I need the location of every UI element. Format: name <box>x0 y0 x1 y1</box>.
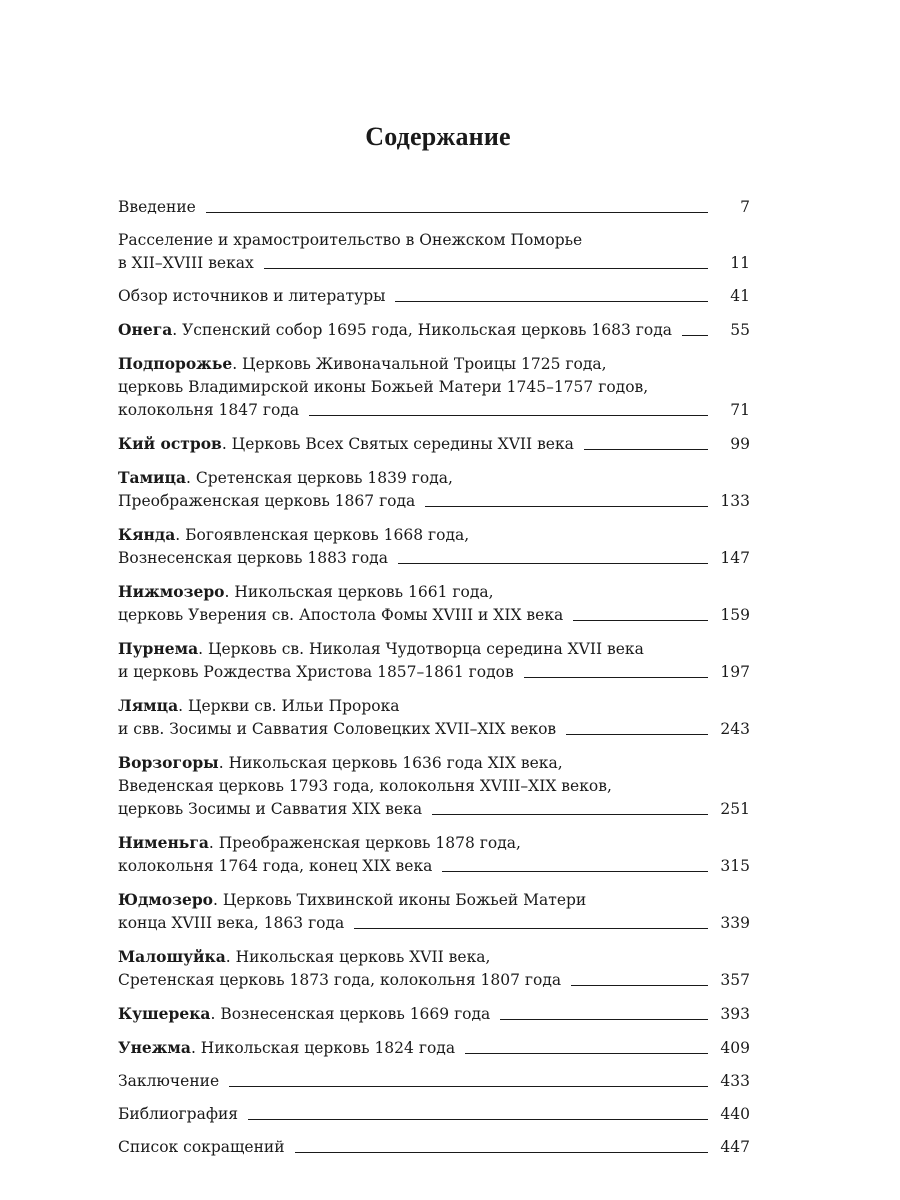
toc-entry-place: Кий остров <box>118 434 222 453</box>
toc-entry-last-line <box>118 798 750 821</box>
toc-page-number: 7 <box>740 198 750 216</box>
toc-entry-line-text: . Церковь Всех Святых середины XVII века <box>221 435 574 453</box>
toc-entry-line <box>118 352 750 376</box>
toc-entry-line-text: конца XVIII века, 1863 года <box>118 914 345 932</box>
toc-entry-text <box>118 583 494 601</box>
toc-page-number: 147 <box>720 549 750 567</box>
toc-entry-place: Юдмозеро <box>118 890 214 909</box>
toc-entry <box>118 888 750 935</box>
toc-entry-line <box>118 376 750 399</box>
toc-entry-place: Кушерека <box>118 1004 211 1023</box>
toc-entry-place: Онега <box>118 320 173 339</box>
toc-entry <box>118 694 750 741</box>
toc-leader-line <box>206 212 708 213</box>
toc-page-number: 133 <box>720 492 750 510</box>
toc-entry-line-text: . Церковь Тихвинской иконы Божьей Матери <box>213 891 587 909</box>
toc-page-number: 197 <box>720 663 750 681</box>
toc-entry-place: Нижмозеро <box>118 582 225 601</box>
toc-entry-line-text: церковь Владимирской иконы Божьей Матери 1745–1757 годов, <box>118 378 649 396</box>
toc-entry <box>118 523 750 570</box>
toc-entry-line-text: . Никольская церковь 1661 года, <box>224 583 494 601</box>
toc-entry-line-text: Введение <box>118 198 196 216</box>
toc-page-number: 41 <box>730 287 750 305</box>
toc-entry-last-line <box>118 661 750 684</box>
toc-page-number: 409 <box>720 1039 750 1057</box>
toc-entry-place: Унежма <box>118 1038 191 1057</box>
toc-entry-line-text: Заключение <box>118 1072 220 1090</box>
toc-entry-last-line <box>118 318 750 342</box>
toc-entry <box>118 1070 750 1093</box>
toc-entry-text <box>118 891 586 909</box>
toc-entry-line-text: церковь Уверения св. Апостола Фомы XVIII и XIX века <box>118 606 564 624</box>
toc-page-number: 339 <box>720 914 750 932</box>
toc-leader-line <box>309 415 708 416</box>
toc-entry-line-text: Вознесенская церковь 1883 года <box>118 549 388 567</box>
toc-entry-line-text: в XII–XVIII веках <box>118 254 254 272</box>
toc-leader-line <box>566 734 708 735</box>
toc-leader-line <box>442 871 708 872</box>
toc-entry-text <box>118 798 422 821</box>
toc-entry-last-line <box>118 855 750 878</box>
toc-entry <box>118 637 750 684</box>
toc-entry <box>118 318 750 342</box>
toc-page-number: 357 <box>720 971 750 989</box>
toc-entry-text <box>118 697 400 715</box>
toc-entry <box>118 1103 750 1126</box>
toc-entry-last-line <box>118 399 750 422</box>
toc-leader-line <box>229 1086 708 1087</box>
toc-entry-last-line <box>118 547 750 570</box>
toc-entry-text <box>118 640 644 658</box>
toc-page-number: 440 <box>720 1105 750 1123</box>
toc-entry-line <box>118 580 750 604</box>
toc-entry-line-text: . Церковь св. Николая Чудотворца середина XVII века <box>198 640 644 658</box>
toc-entry-line <box>118 751 750 775</box>
table-of-contents <box>118 196 750 1169</box>
toc-entry-text <box>118 1136 285 1159</box>
toc-entry <box>118 1136 750 1159</box>
toc-leader-line <box>500 1019 708 1020</box>
toc-entry <box>118 466 750 513</box>
toc-entry-line-text: . Никольская церковь 1824 года <box>190 1039 456 1057</box>
toc-page-number: 71 <box>730 401 750 419</box>
toc-entry-line-text: . Преображенская церковь 1878 года, <box>208 834 521 852</box>
toc-entry-last-line <box>118 1136 750 1159</box>
toc-entry-place: Пурнема <box>118 639 199 658</box>
toc-entry-text <box>118 1103 238 1126</box>
toc-leader-line <box>354 928 708 929</box>
toc-entry-line-text: . Богоявленская церковь 1668 года, <box>175 526 470 544</box>
toc-entry-line-text: Расселение и храмостроительство в Онежском Поморье <box>118 231 583 249</box>
toc-entry-place: Малошуйка <box>118 947 226 966</box>
toc-entry-line-text: колокольня 1847 года <box>118 401 300 419</box>
toc-entry-line-text: колокольня 1764 года, конец XIX века <box>118 857 433 875</box>
toc-entry-text <box>118 196 196 219</box>
toc-entry-line-text: . Церкви св. Ильи Пророка <box>178 697 400 715</box>
toc-entry-line <box>118 831 750 855</box>
toc-page-number: 99 <box>730 435 750 453</box>
toc-entry-text <box>118 318 672 342</box>
toc-entry-last-line <box>118 196 750 219</box>
toc-entry-last-line <box>118 969 750 992</box>
toc-entry-line-text: . Никольская церковь 1636 года XIX века, <box>218 754 563 772</box>
toc-entry <box>118 831 750 878</box>
toc-page-number: 11 <box>730 254 750 272</box>
toc-entry-line <box>118 523 750 547</box>
toc-entry-text <box>118 432 574 456</box>
toc-entry-place: Ворзогоры <box>118 753 219 772</box>
toc-leader-line <box>295 1152 708 1153</box>
toc-entry-text <box>118 834 521 852</box>
toc-entry-text <box>118 969 561 992</box>
toc-leader-line <box>573 620 708 621</box>
toc-entry <box>118 196 750 219</box>
toc-entry-line-text: Обзор источников и литературы <box>118 287 386 305</box>
toc-entry-line-text: . Церковь Живоначальной Троицы 1725 года, <box>232 355 607 373</box>
toc-entry-line <box>118 888 750 912</box>
toc-entry-text <box>118 231 582 249</box>
toc-entry-line <box>118 694 750 718</box>
toc-entry-text <box>118 285 385 308</box>
toc-entry <box>118 1036 750 1060</box>
toc-leader-line <box>465 1053 708 1054</box>
toc-entry-line-text: Библиография <box>118 1105 239 1123</box>
toc-entry <box>118 229 750 275</box>
toc-entry-text <box>118 252 254 275</box>
toc-entry-last-line <box>118 604 750 627</box>
toc-entry-line-text: и свв. Зосимы и Савватия Соловецких XVII–XIX веков <box>118 720 557 738</box>
toc-leader-line <box>395 301 708 302</box>
toc-leader-line <box>425 506 708 507</box>
page-title: Содержание <box>365 122 511 151</box>
toc-entry-text <box>118 399 299 422</box>
toc-page-number: 243 <box>720 720 750 738</box>
toc-entry-last-line <box>118 1002 750 1026</box>
toc-entry <box>118 285 750 308</box>
toc-entry-line <box>118 775 750 798</box>
toc-entry-last-line <box>118 1103 750 1126</box>
toc-entry-last-line <box>118 912 750 935</box>
toc-leader-line <box>432 814 708 815</box>
toc-entry-text <box>118 661 514 684</box>
toc-entry-line-text: . Сретенская церковь 1839 года, <box>186 469 453 487</box>
toc-entry <box>118 352 750 422</box>
toc-page-number: 393 <box>720 1005 750 1023</box>
toc-entry-text <box>118 490 415 513</box>
toc-entry-line <box>118 466 750 490</box>
toc-page-number: 433 <box>720 1072 750 1090</box>
toc-leader-line <box>571 985 708 986</box>
toc-entry-last-line <box>118 285 750 308</box>
toc-entry-line <box>118 637 750 661</box>
toc-entry-last-line <box>118 432 750 456</box>
toc-page-number: 55 <box>730 321 750 339</box>
toc-entry-place: Нименьга <box>118 833 209 852</box>
toc-entry-line-text: Преображенская церковь 1867 года <box>118 492 416 510</box>
toc-entry-last-line <box>118 1070 750 1093</box>
toc-entry-place: Тамица <box>118 468 187 487</box>
toc-entry-text <box>118 378 648 396</box>
toc-entry-line-text: и церковь Рождества Христова 1857–1861 годов <box>118 663 514 681</box>
toc-leader-line <box>248 1119 708 1120</box>
toc-entry-line-text: Список сокращений <box>118 1138 285 1156</box>
toc-entry-last-line <box>118 1036 750 1060</box>
toc-entry-last-line <box>118 252 750 275</box>
toc-page-number: 159 <box>720 606 750 624</box>
toc-entry-text <box>118 948 490 966</box>
toc-entry-line <box>118 229 750 252</box>
toc-entry <box>118 751 750 821</box>
toc-entry-line-text: Введенская церковь 1793 года, колокольня XVIII–XIX веков, <box>118 777 612 795</box>
toc-entry-text <box>118 355 607 373</box>
toc-page-number: 315 <box>720 857 750 875</box>
toc-entry-text <box>118 1070 219 1093</box>
toc-entry-place: Лямца <box>118 696 179 715</box>
toc-entry-text <box>118 526 469 544</box>
toc-entry-line-text: . Никольская церковь XVII века, <box>225 948 491 966</box>
toc-entry-text <box>118 912 344 935</box>
toc-entry <box>118 945 750 992</box>
toc-entry <box>118 432 750 456</box>
toc-entry-text <box>118 718 556 741</box>
toc-entry-line-text: Сретенская церковь 1873 года, колокольня 1807 года <box>118 971 562 989</box>
toc-entry-line-text: . Успенский собор 1695 года, Никольская церковь 1683 года <box>172 321 673 339</box>
toc-entry-place: Кянда <box>118 525 176 544</box>
toc-entry-text <box>118 1036 455 1060</box>
toc-page-number: 447 <box>720 1138 750 1156</box>
toc-entry <box>118 1002 750 1026</box>
toc-entry-text <box>118 855 432 878</box>
toc-entry-line-text: церковь Зосимы и Савватия XIX века <box>118 800 423 818</box>
toc-entry-place: Подпорожье <box>118 354 233 373</box>
toc-entry-text <box>118 547 388 570</box>
toc-leader-line <box>584 449 708 450</box>
toc-entry <box>118 580 750 627</box>
toc-entry-text <box>118 1002 490 1026</box>
toc-entry-text <box>118 469 453 487</box>
toc-entry-last-line <box>118 718 750 741</box>
toc-entry-text <box>118 754 563 772</box>
toc-entry-text <box>118 604 563 627</box>
toc-entry-text <box>118 777 612 795</box>
toc-leader-line <box>682 335 708 336</box>
toc-entry-last-line <box>118 490 750 513</box>
toc-page-number: 251 <box>720 800 750 818</box>
toc-leader-line <box>264 268 708 269</box>
toc-leader-line <box>524 677 708 678</box>
toc-entry-line-text: . Вознесенская церковь 1669 года <box>210 1005 491 1023</box>
toc-leader-line <box>398 563 708 564</box>
toc-entry-line <box>118 945 750 969</box>
